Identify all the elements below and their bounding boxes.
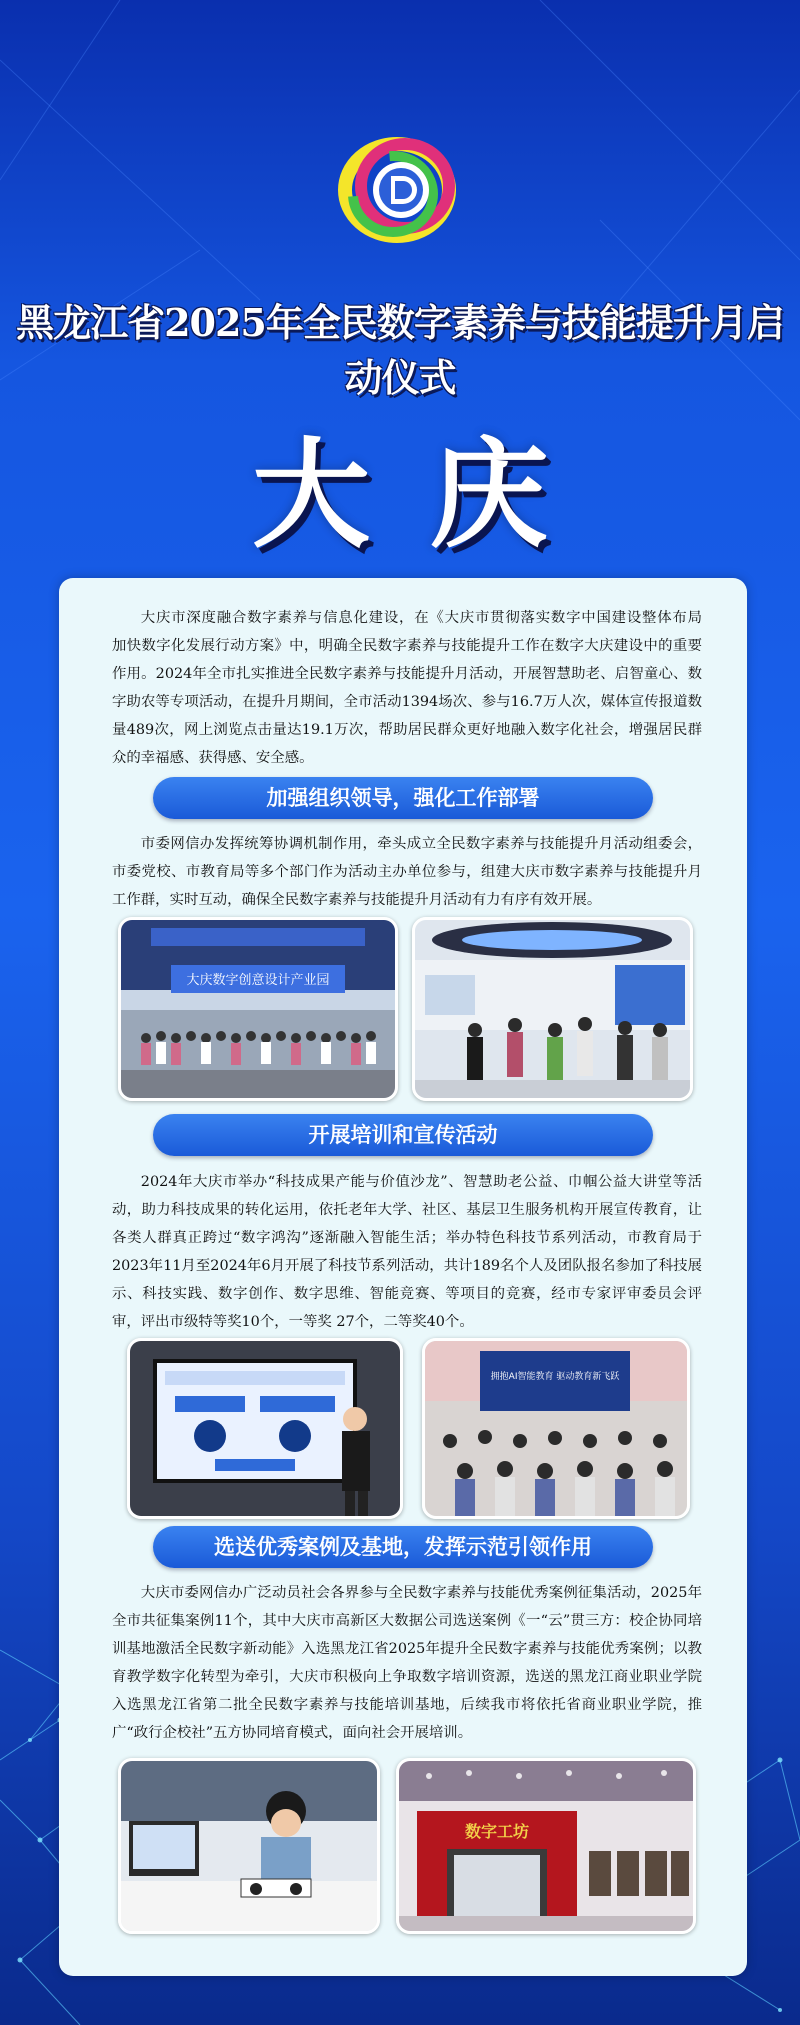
screen-text: 拥抱AI智能教育 驱动教育新飞跃 — [490, 1372, 620, 1382]
section-1-paragraph: 市委网信办发挥统筹协调机制作用，牵头成立全民数字素养与技能提升月活动组委会，市委党校、市教育局等多个部门作为活动主办单位参与，组建大庆市数字素养与技能提升月工作群，实时互动，确保全民数字素养与技能提升月活动有力有序有效开展。 — [112, 836, 702, 908]
section-1-header: 加强组织领导，强化工作部署 — [153, 777, 653, 819]
photo-digital-workshop-entrance — [396, 1758, 696, 1934]
photo-presenter-at-screen — [127, 1338, 403, 1519]
photo-group-at-industrial-park — [118, 917, 398, 1101]
content-panel — [59, 578, 747, 1976]
event-title: 黑龙江省2025年全民数字素养与技能提升月启动仪式 — [16, 300, 784, 400]
section-3-paragraph: 大庆市委网信办广泛动员社会各界参与全民数字素养与技能优秀案例征集活动，2025年全市共征集案例11个，其中大庆市高新区大数据公司选送案例《一“云”贯三方：校企协同培训基地激活全民数字新动能》入选黑龙江省2025年提升全民数字素养与技能优秀案例；以教育教学数字化转型为牵引，大庆市积极向上争取数字培训资源，选送的黑龙江商业职业学院入选黑龙江省第二批全民数字素养与技能培训基地，后续我市将依托省商业职业学院，推广“政行企校社”五方协同培育模式，面向社会开展培训。 — [112, 1585, 702, 1741]
photo-exhibition-hall-visit — [412, 917, 693, 1101]
workshop-sign-text: 数字工坊 — [464, 1822, 530, 1841]
park-sign-text: 大庆数字创意设计产业园 — [186, 973, 330, 988]
section-2-paragraph: 2024年大庆市举办“科技成果产能与价值沙龙”、智慧助老公益、巾帼公益大讲堂等活动，助力科技成果的转化运用，依托老年大学、社区、基层卫生服务机构开展宣传教育，让各类人群真正跨过“数字鸿沟”逐渐融入智能生活；举办特色科技节系列活动，市教育局于2023年11月至2024年6月开展了科技节系列活动，共计189名个人及团队报名参加了科技展示、科技实践、数字创作、数字思维、智能竞赛、等项目的竞赛，经市专家评审委员会评审，评出市级特等奖10个，一等奖 27个，二等奖40个。 — [112, 1174, 702, 1330]
photo-child-with-robot — [118, 1758, 380, 1934]
section-2-header: 开展培训和宣传活动 — [153, 1114, 653, 1156]
city-name: 大庆 — [251, 426, 608, 564]
event-logo-icon — [335, 128, 465, 248]
intro-paragraph: 大庆市深度融合数字素养与信息化建设，在《大庆市贯彻落实数字中国建设整体布局 加快数字化发展行动方案》中，明确全民数字素养与技能提升工作在数字大庆建设中的重要作用。2024年全市扎实推进全民数字素养与技能提升月活动，开展智慧助老、启智童心、数字助农等专项活动，在提升月期间，全市活动1394场次、参与16.7万人次，媒体宣传报道数量489次，网上浏览点击量达19.1万次，帮助居民群众更好地融入数字化社会，增强居民群众的幸福感、获得感、安全感。 — [112, 610, 717, 766]
photo-ai-education-lecture — [422, 1338, 690, 1519]
section-3-header: 选送优秀案例及基地，发挥示范引领作用 — [153, 1526, 653, 1568]
